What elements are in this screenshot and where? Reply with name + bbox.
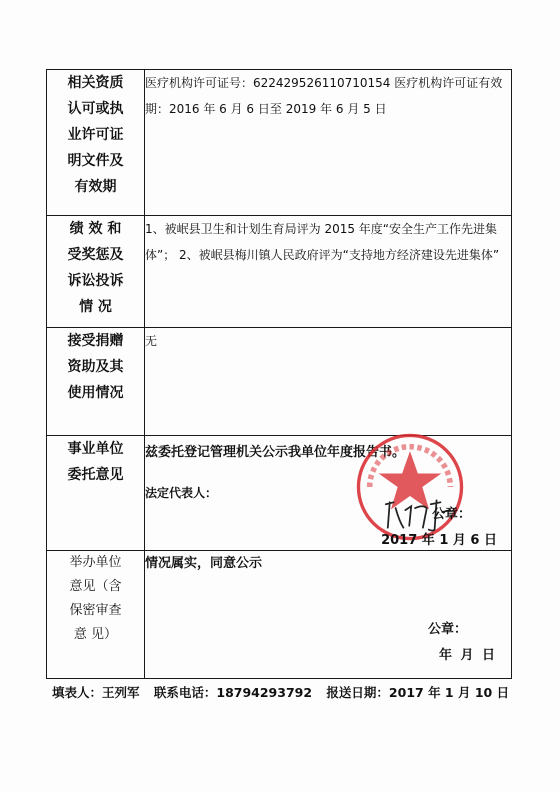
entrustment-date: 2017 年 1 月 6 日 bbox=[381, 533, 497, 548]
bleed-through-text bbox=[228, 10, 232, 23]
legal-representative-label: 法定代表人： bbox=[145, 486, 218, 500]
license-label-cell bbox=[47, 70, 145, 216]
awards-label: 绩 效 和 受奖惩及 诉讼投诉 情 况 bbox=[67, 221, 124, 315]
sponsor-content-cell bbox=[145, 551, 512, 679]
awards-text: 1、被岷县卫生和计划生育局评为 2015 年度“安全生产工作先进集体”； 2、被岷县梅川镇人民政府评为“支持地方经济建设先进集体” bbox=[145, 222, 500, 262]
donations-label: 接受捐赠 资助及其 使用情况 bbox=[67, 333, 124, 401]
entrustment-label-cell bbox=[47, 436, 145, 551]
report-form-table bbox=[46, 69, 512, 679]
entrustment-seal-label: 公章： bbox=[431, 507, 471, 522]
form-footer bbox=[52, 683, 519, 701]
sponsor-seal-label: 公章： bbox=[427, 622, 467, 637]
contact-phone: 联系电话：18794293792 bbox=[153, 685, 313, 700]
donations-label-cell bbox=[47, 328, 145, 436]
report-date: 报送日期：2017 年 1 月 10 日 bbox=[326, 685, 510, 700]
entrustment-content-cell bbox=[145, 436, 512, 551]
donations-content-cell bbox=[145, 328, 512, 436]
awards-row bbox=[47, 216, 512, 328]
license-label: 相关资质 认可或执 业许可证 明文件及 有效期 bbox=[67, 75, 124, 195]
sponsor-label-cell bbox=[47, 551, 145, 679]
entrustment-row bbox=[47, 436, 512, 551]
sponsor-opinion-text: 情况属实，同意公示 bbox=[145, 556, 263, 571]
license-row bbox=[47, 70, 512, 216]
awards-label-cell bbox=[47, 216, 145, 328]
license-content-cell bbox=[145, 70, 512, 216]
donations-row bbox=[47, 328, 512, 436]
awards-content-cell bbox=[145, 216, 512, 328]
sponsor-label: 举办单位 意见（含 保密审查 意 见） bbox=[69, 555, 122, 642]
sponsor-date: 年 月 日 bbox=[438, 648, 497, 663]
filler-name: 填表人：王列军 bbox=[52, 685, 140, 700]
donations-text: 无 bbox=[145, 334, 158, 348]
sponsor-opinion-row bbox=[47, 551, 512, 679]
entrustment-statement: 兹委托登记管理机关公示我单位年度报告书。 bbox=[145, 445, 406, 460]
entrustment-label: 事业单位 委托意见 bbox=[67, 441, 124, 483]
license-text: 医疗机构许可证号：622429526110710154 医疗机构许可证有效期：2016 年 6 月 6 日至 2019 年 6 月 5 日 bbox=[145, 76, 503, 116]
